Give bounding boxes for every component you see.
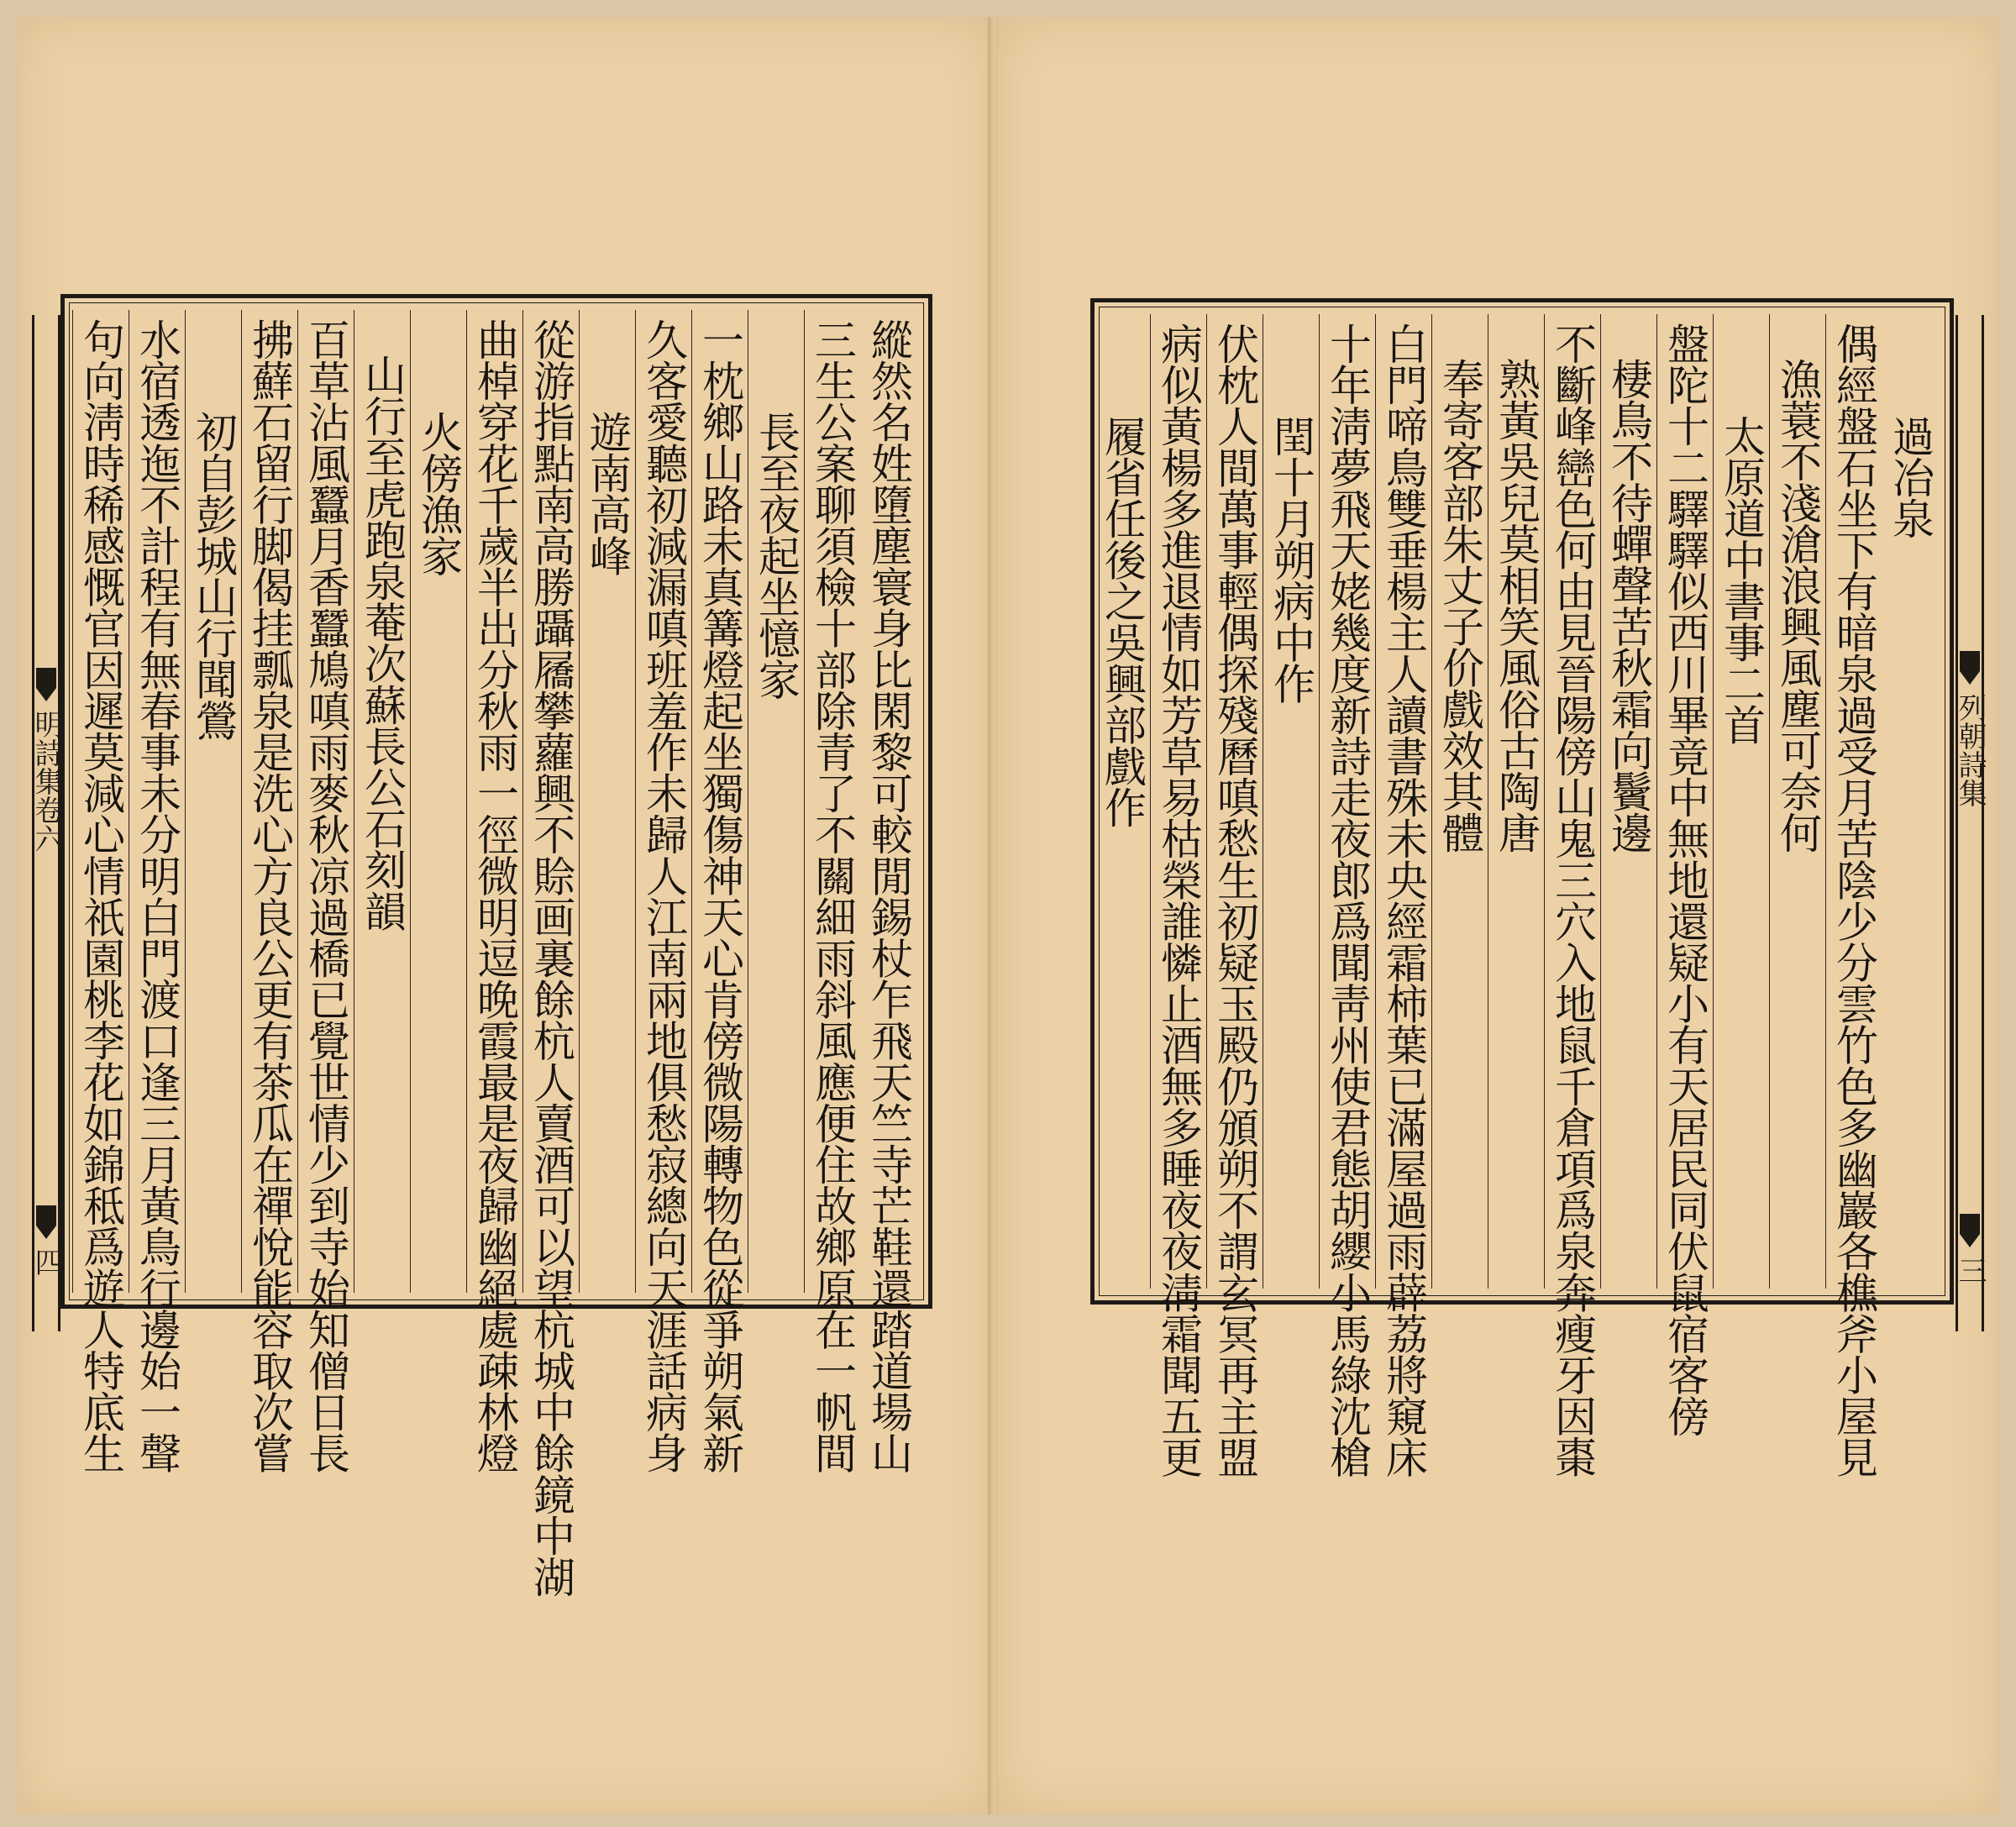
text-column	[72, 310, 129, 1473]
column-text: 閏十月朔病中作	[1267, 415, 1315, 704]
text-column	[804, 310, 860, 1473]
fishtail-mark-bottom-right	[1960, 1214, 1980, 1247]
text-column	[1656, 314, 1713, 1436]
column-text: 初自彭城山行聞鶯	[189, 411, 238, 741]
fishtail-mark-bottom	[36, 1205, 56, 1239]
text-column	[1150, 314, 1206, 1478]
column-text: 偶經盤石坐下有暗泉過受月苦陰少分雲竹色多幽巖各樵斧小屋見	[1830, 323, 1878, 1478]
text-column	[129, 310, 185, 1473]
text-column	[1319, 314, 1375, 1478]
text-column	[185, 310, 241, 1293]
left-page	[17, 17, 993, 1814]
column-text: 火傍漁家	[414, 411, 463, 576]
column-text: 病似黃楊多進退情如芳草易枯榮誰憐止酒無多睡夜夜淸霜聞五更	[1154, 323, 1203, 1478]
column-text: 三生公案聊須檢十部除青了不關細雨斜風應便住故鄉原在一帆間	[808, 318, 857, 1473]
text-column	[1713, 314, 1769, 1289]
column-text: 縱然名姓墮塵寰身比閑黎可較閒錫杖乍飛天竺寺芒鞋還踏道場山	[864, 318, 913, 1473]
margin-book-title-right: 列朝詩集	[1953, 693, 1987, 807]
text-column	[1544, 314, 1600, 1478]
margin-book-title: 明詩集卷六	[29, 710, 63, 853]
text-column	[1769, 314, 1825, 1289]
column-text: 久客愛聽初減漏嗔班羞作未歸人江南兩地俱愁寂總向天涯話病身	[639, 318, 688, 1473]
text-column	[1431, 314, 1488, 1289]
text-column	[1375, 314, 1431, 1478]
fishtail-mark-top-right	[1960, 651, 1980, 685]
column-text: 履省任後之吳興部戲作	[1098, 415, 1147, 828]
fishtail-mark-top	[36, 668, 56, 701]
text-column	[354, 310, 410, 1293]
column-area-left	[76, 310, 916, 1598]
column-text: 拂蘚石留行脚偈挂瓢泉是洗心方良公更有茶瓜在禪悅能容取次嘗	[245, 318, 294, 1473]
column-text: 奉寄客部朱丈子价戲效其體	[1436, 358, 1484, 853]
column-text: 漁蓑不淺滄浪興風塵可奈何	[1773, 358, 1822, 853]
text-column	[241, 310, 297, 1473]
text-frame-right	[1090, 298, 1954, 1478]
text-column	[522, 310, 579, 1598]
text-column	[297, 310, 354, 1473]
margin-leaf-number-right: 三	[1953, 1256, 1987, 1284]
column-text: 過冶泉	[1886, 415, 1935, 539]
column-text: 句向淸時稀感慨官因遲莫減心情祇園桃李花如錦秪爲遊人特底生	[76, 318, 125, 1473]
text-column	[1206, 314, 1263, 1478]
column-text: 一枕鄉山路未真篝燈起坐獨傷神天心肯傍微陽轉物色從爭朔氣新	[696, 318, 744, 1473]
text-column	[691, 310, 748, 1473]
text-column	[579, 310, 635, 1293]
column-text: 山行至虎跑泉菴次蘇長公石刻韻	[358, 354, 407, 932]
column-text: 太原道中書事二首	[1717, 415, 1766, 745]
column-text: 伏枕人間萬事輕偶探殘曆嗔愁生初疑玉殿仍頒朔不謂玄冥再主盟	[1210, 323, 1259, 1478]
column-text: 熟黃吳兒莫相笑風俗古陶唐	[1492, 358, 1541, 853]
text-column	[748, 310, 804, 1293]
column-text: 從游指點南高勝躡屩攀蘿興不賒画裏餘杭人賣酒可以望杭城中餘鏡中湖	[527, 318, 575, 1598]
column-text: 白門啼鳥雙垂楊主人讀書殊未央經霜柿葉已滿屋過雨薜荔將窺床	[1379, 323, 1428, 1478]
column-text: 百草沾風蠶月香蠶鳩嗔雨麥秋凉過橋已覺世情少到寺始知僧日長	[302, 318, 350, 1473]
text-column	[410, 310, 466, 1293]
text-column	[1488, 314, 1544, 1289]
text-column	[466, 310, 522, 1473]
text-column	[1882, 314, 1938, 1289]
column-text: 十年淸夢飛天姥幾度新詩走夜郎爲聞靑州使君態胡纓小馬綠沈槍	[1323, 323, 1372, 1478]
margin-leaf-number: 四	[29, 1247, 63, 1276]
column-text: 不斷峰巒色何由見晉陽傍山鬼三穴入地鼠千倉項爲泉奔瘦牙因棗	[1548, 323, 1597, 1478]
column-text: 長至夜起坐憶家	[752, 411, 801, 700]
column-text: 遊南高峰	[583, 411, 632, 576]
column-area-right	[1098, 314, 1938, 1478]
column-text: 曲棹穿花千歲半出分秋雨一徑微明逗晚霞最是夜歸幽絕處疎林燈	[470, 318, 519, 1473]
right-margin-strip	[1953, 315, 1987, 1331]
column-text: 棲鳥不待蟬聲苦秋霜向鬢邊	[1604, 358, 1653, 853]
text-column	[635, 310, 691, 1473]
text-frame-left	[60, 294, 932, 1598]
text-column	[1825, 314, 1882, 1478]
right-page	[998, 17, 1999, 1814]
text-column	[860, 310, 916, 1473]
column-text: 水宿透迤不計程有無春事未分明白門渡口逢三月黃鳥行邊始一聲	[133, 318, 181, 1473]
left-margin-strip	[29, 315, 63, 1331]
text-column	[1094, 314, 1150, 1289]
text-column	[1600, 314, 1656, 1289]
column-text: 盤陀十二驛驛似西川畢竟中無地還疑小有天居民同伏鼠宿客傍	[1661, 323, 1709, 1436]
text-column	[1263, 314, 1319, 1289]
